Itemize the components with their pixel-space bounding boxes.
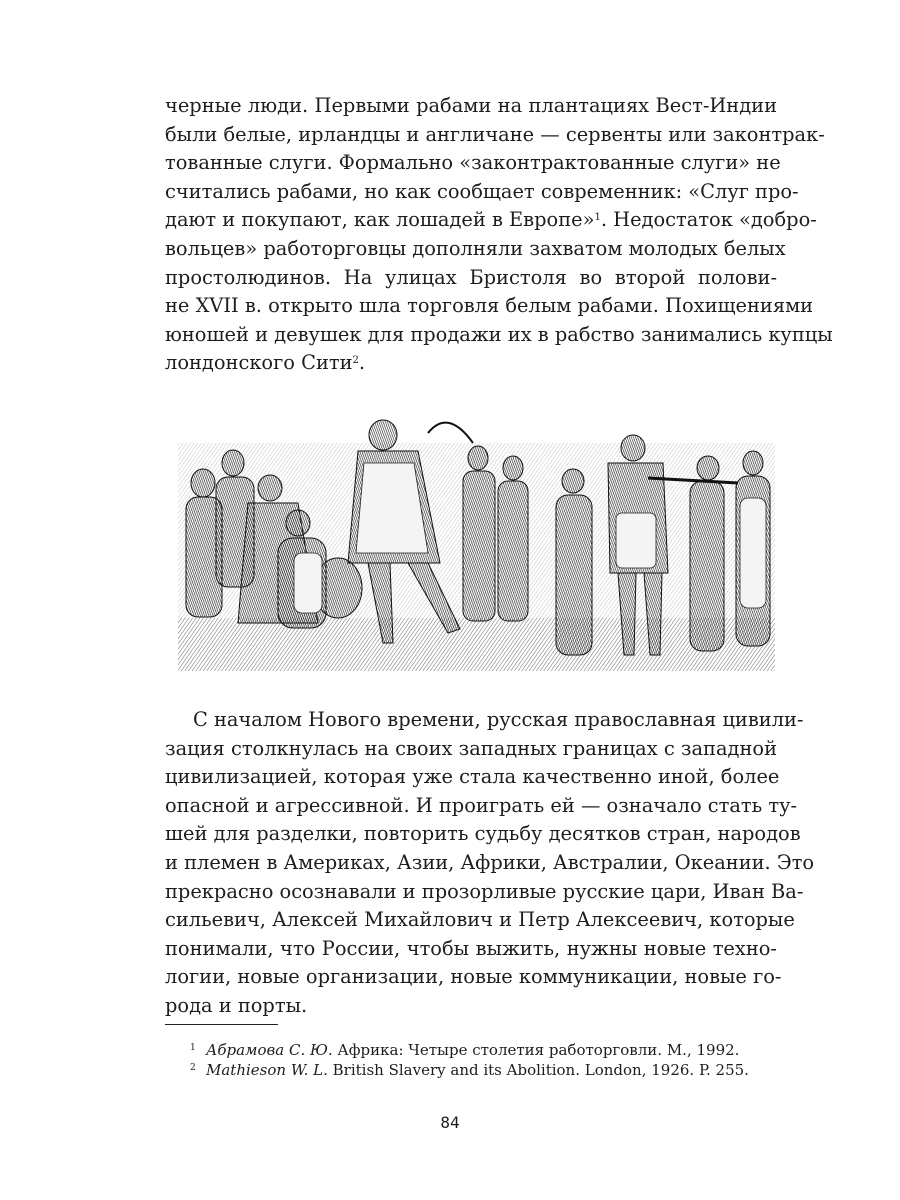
- para2-line: и племен в Америках, Азии, Африки, Австралии, Океании. Это: [165, 850, 815, 874]
- para2-line: логии, новые организации, новые коммуникации, новые го-: [165, 965, 782, 989]
- para1-line: [165, 349, 777, 378]
- page-number: 84: [440, 1113, 460, 1132]
- para2-line: опасной и агрессивной. И проиграть ей — означало стать ту-: [165, 793, 798, 817]
- para1-line: считались рабами, но как сообщает современник: «Слуг про-: [165, 179, 799, 203]
- para1-line: юношей и девушек для продажи их в рабство занимались купцы: [165, 322, 833, 346]
- footnote-2-number: 2: [190, 1063, 196, 1073]
- engraving-illustration: [178, 403, 775, 671]
- footnote-2: [190, 1058, 749, 1080]
- para1-line: черные люди. Первыми рабами на плантациях Вест-Индии: [165, 94, 777, 117]
- text-segment: .: [358, 351, 366, 375]
- para1-line: тованные слуги. Формально «законтрактованные слуги» не: [165, 151, 781, 175]
- para2-line: цивилизацией, которая уже стала качественно иной, более: [165, 765, 780, 789]
- para1-line: не XVII в. открыто шла торговля белым рабами. Похищениями: [165, 294, 814, 318]
- para2-line: прекрасно осознавали и прозорливые русские цари, Иван Ва-: [165, 879, 804, 903]
- para1-line: были белые, ирландцы и англичане — сервенты или законтрак-: [165, 122, 825, 146]
- footnote-ref: 2: [352, 355, 359, 367]
- para1-line: простолюдинов. На улицах Бристоля во второй полови-: [165, 265, 777, 289]
- text-segment: . Недостаток «добро-: [600, 208, 817, 232]
- para2-line: сильевич, Алексей Михайлович и Петр Алексеевич, которые: [165, 908, 795, 932]
- para2-line: С началом Нового времени, русская православная цивили-: [193, 708, 804, 731]
- footnote-1-author: Абрамова С. Ю.: [206, 1041, 333, 1059]
- footnote-1-text: Африка: Четыре столетия работорговли. М., 1992.: [332, 1041, 740, 1059]
- paragraph-2: [165, 706, 815, 1021]
- footnote-rule: [165, 1024, 278, 1025]
- para2-line: понимали, что России, чтобы выжить, нужны новые техно-: [165, 936, 777, 960]
- footnote-1: [190, 1038, 739, 1060]
- para1-line: вольцев» работорговцы дополняли захватом молодых белых: [165, 236, 786, 260]
- footnote-2-author: Mathieson W. L.: [206, 1061, 328, 1079]
- footnote-ref: 1: [594, 212, 601, 224]
- para2-line: зация столкнулась на своих западных границах с западной: [165, 736, 777, 760]
- para2-line: рода и порты.: [165, 993, 308, 1017]
- paragraph-1: [165, 92, 833, 378]
- para1-line: [165, 206, 817, 235]
- footnote-1-number: 1: [190, 1043, 196, 1053]
- text-segment: лондонского Сити: [165, 351, 353, 375]
- text-segment: дают и покупают, как лошадей в Европе»: [165, 208, 595, 232]
- footnote-2-text: British Slavery and its Abolition. London, 1926. P. 255.: [327, 1061, 749, 1079]
- para2-line: шей для разделки, повторить судьбу десятков стран, народов: [165, 822, 801, 846]
